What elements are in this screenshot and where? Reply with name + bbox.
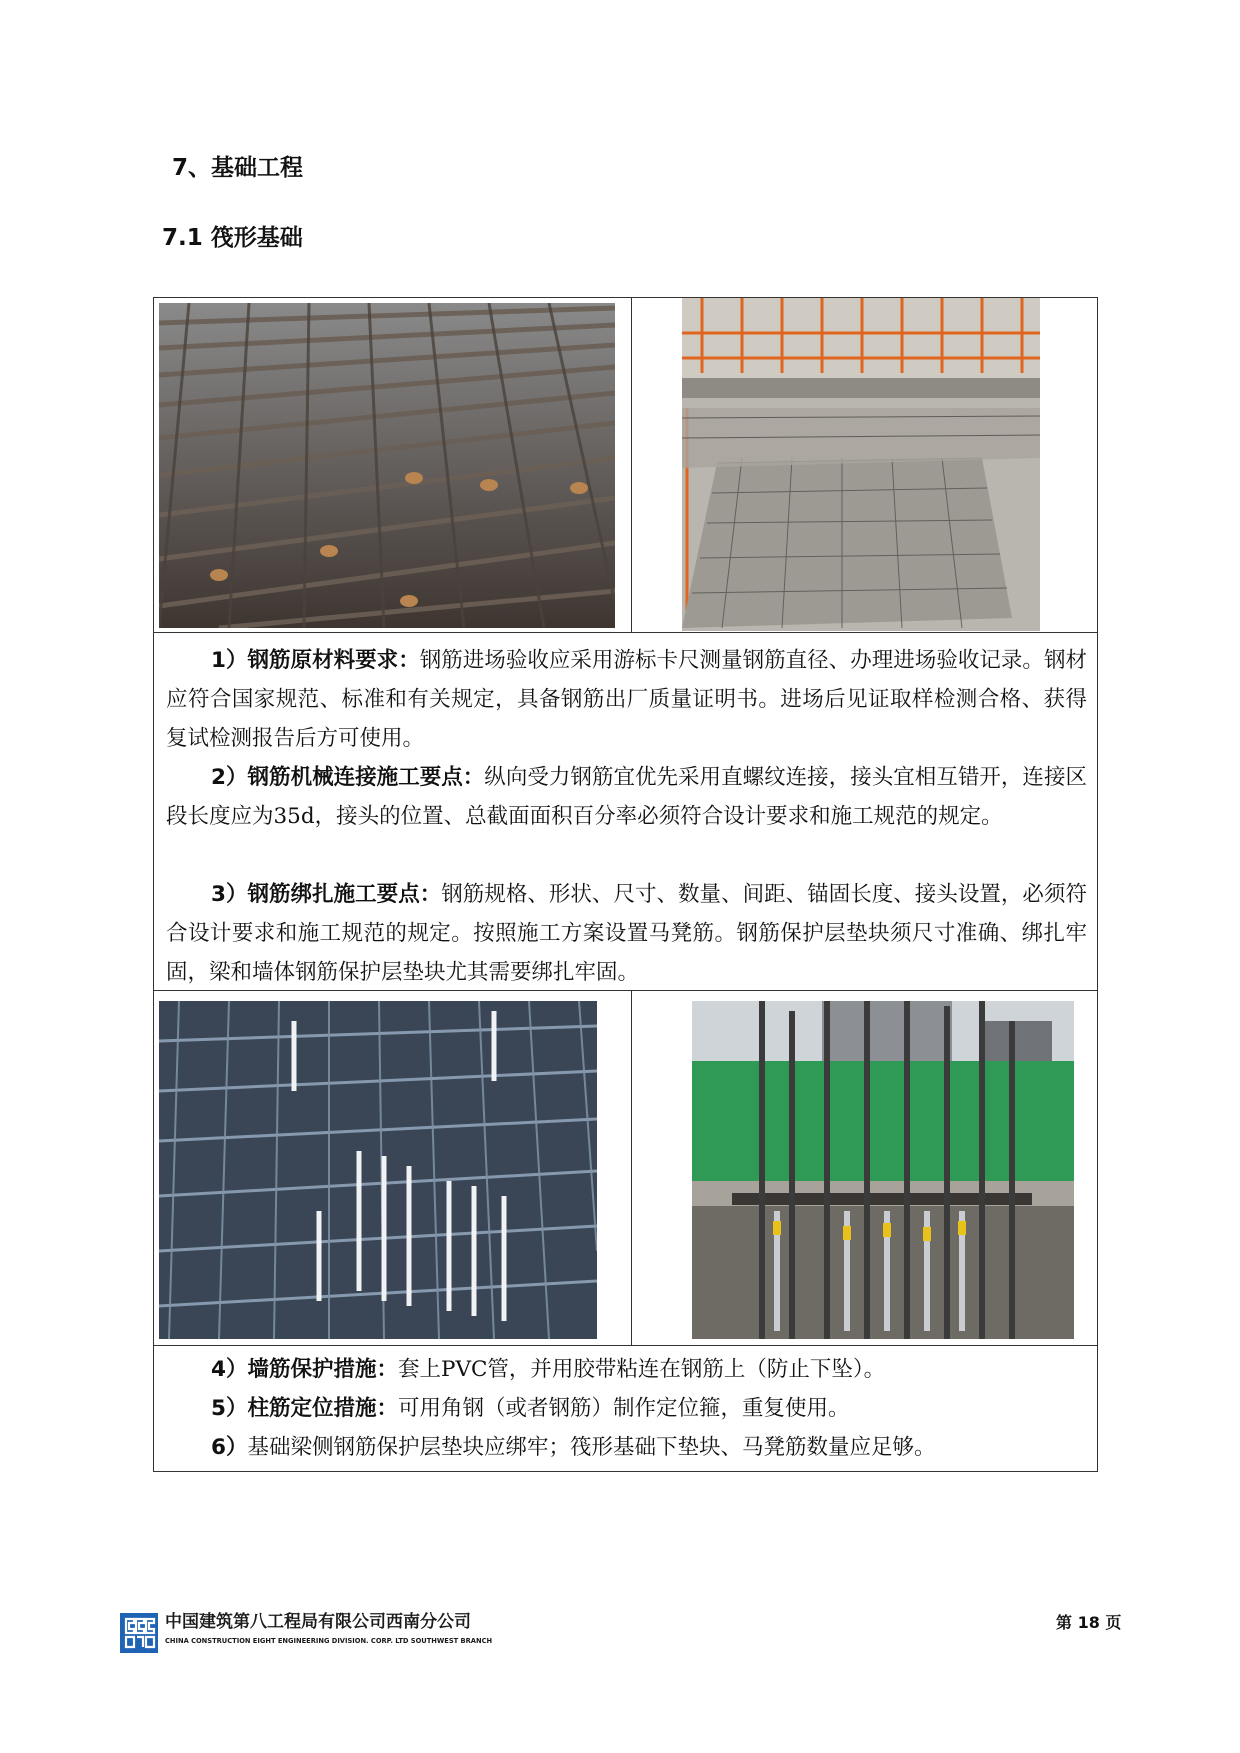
page-number: 第 18 页	[1056, 1613, 1122, 1632]
paragraph-4-num: 4）	[211, 1357, 248, 1382]
paragraph-2-body: 纵向受力钢筋宜优先采用直螺纹连接，接头宜相互错开，连接区段长度应为35d，接头的位置、总截面面积百分率必须符合设计要求和施工规范的规定。	[166, 765, 1087, 829]
paragraph-4-body: 套上PVC管，并用胶带粘连在钢筋上（防止下坠）。	[397, 1357, 886, 1382]
paragraph-2	[166, 758, 1087, 836]
company-name-cn: 中国建筑第八工程局有限公司西南分公司	[165, 1612, 471, 1632]
section-title: 7、基础工程	[172, 155, 304, 181]
company-name-en: CHINA CONSTRUCTION EIGHT ENGINEERING DIVISION. CORP. LTD SOUTHWEST BRANCH	[165, 1637, 493, 1645]
paragraph-3-body: 钢筋规格、形状、尺寸、数量、间距、锚固长度、接头设置，必须符合设计要求和施工规范的规定。按照施工方案设置马凳筋。钢筋保护层垫块须尺寸准确、绑扎牢固，梁和墙体钢筋保护层垫块尤其需要绑扎牢固。	[166, 882, 1087, 985]
paragraph-1-body: 钢筋进场验收应采用游标卡尺测量钢筋直径、办理进场验收记录。钢材应符合国家规范、标准和有关规定，具备钢筋出厂质量证明书。进场后见证取样检测合格、获得复试检测报告后方可使用。	[166, 648, 1087, 751]
paragraph-5-body: 可用角钢（或者钢筋）制作定位箍，重复使用。	[397, 1396, 850, 1421]
paragraph-2-num: 2）	[211, 765, 248, 790]
paragraph-4-head: 墙筋保护措施：	[247, 1357, 398, 1382]
paragraph-1	[166, 641, 1087, 758]
paragraph-1-num: 1）	[211, 648, 248, 673]
paragraph-6-num: 6）	[211, 1435, 248, 1460]
paragraph-1-head: 钢筋原材料要求：	[247, 648, 420, 673]
paragraph-3-head: 钢筋绑扎施工要点：	[247, 882, 442, 907]
text-row-2	[154, 1346, 1097, 1471]
photo-row-2	[154, 991, 1097, 1346]
text-row-1	[154, 633, 1097, 991]
paragraph-5-num: 5）	[211, 1396, 248, 1421]
company-logo-icon	[120, 1613, 158, 1653]
photo-column-positioning	[692, 1001, 1074, 1339]
content-table	[153, 297, 1098, 1472]
photo-foundation-pit	[682, 298, 1040, 631]
paragraph-5	[166, 1389, 1087, 1428]
paragraph-3-num: 3）	[211, 882, 248, 907]
paragraph-3	[166, 875, 1087, 992]
subsection-title: 7.1 筏形基础	[162, 225, 303, 251]
paragraph-5-head: 柱筋定位措施：	[247, 1396, 398, 1421]
paragraph-4	[166, 1350, 1087, 1389]
paragraph-2-head: 钢筋机械连接施工要点：	[247, 765, 485, 790]
photo-rebar-mat	[159, 303, 615, 628]
photo-wall-rebar-pvc	[159, 1001, 597, 1339]
photo-row-1	[154, 298, 1097, 633]
paragraph-6	[166, 1428, 1087, 1467]
paragraph-6-body: 基础梁侧钢筋保护层垫块应绑牢；筏形基础下垫块、马凳筋数量应足够。	[247, 1435, 936, 1460]
